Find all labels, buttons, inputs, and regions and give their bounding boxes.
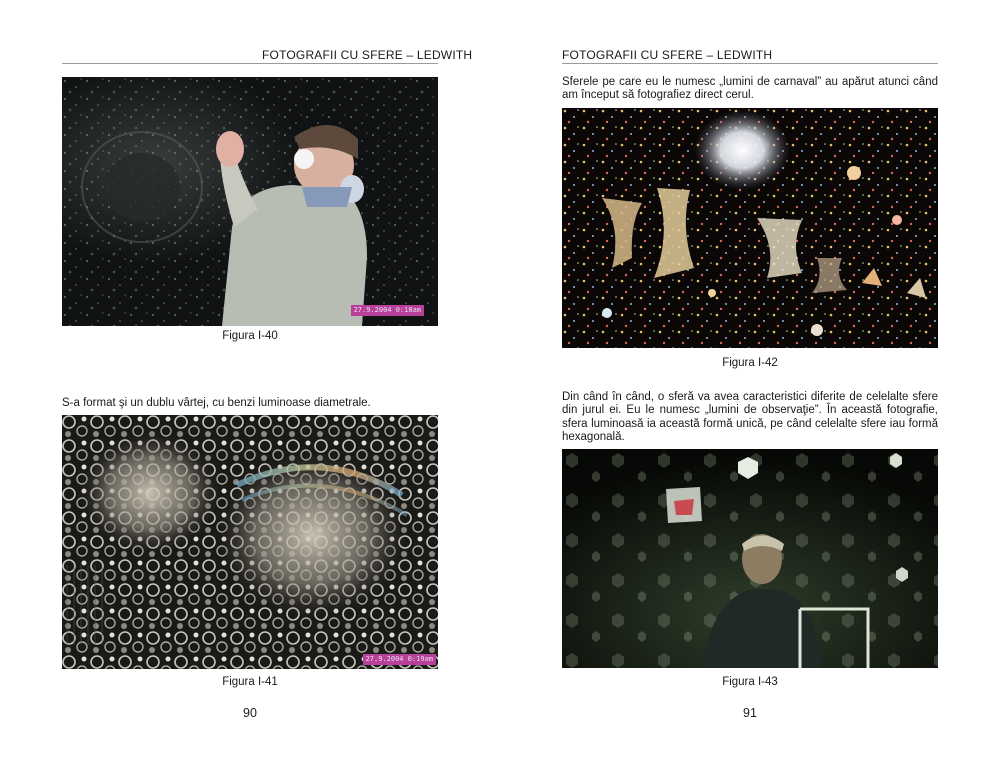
header-rule-right [562,63,938,64]
intro-paragraph: Sferele pe care eu le numesc „lumini de carnaval” au apărut atunci când am început să fotografiez direct cerul. [562,76,938,102]
figure-43-caption: Figura I-43 [722,676,778,688]
right-page [500,0,999,769]
header-rule-left [62,63,438,64]
left-paragraph: S-a format şi un dublu vârtej, cu benzi luminoase diametrale. [62,397,371,409]
figure-40-date-stamp: 27.9.2004 0:18am [351,305,424,316]
page-number-left: 90 [243,706,257,720]
figure-41-photo [62,415,438,669]
left-page [0,0,499,769]
running-header-right: FOTOGRAFII CU SFERE – LEDWITH [562,48,773,62]
paragraph-2: Din când în când, o sferă va avea caracteristici diferite de celelalte sfere din jurul ei. Eu le numesc „lumini de observaţie”. În această fotografie, sfera luminoasă ia această formă unică, pe când celelalte sfere iau formă hexagonală. [562,391,938,444]
figure-40-caption: Figura I-40 [222,330,278,342]
figure-42-photo [562,108,938,348]
figure-41-date-stamp: 27.9.2004 0:19am [363,654,436,665]
figure-41-caption: Figura I-41 [222,676,278,688]
figure-42-caption: Figura I-42 [722,357,778,369]
page-number-right: 91 [743,706,757,720]
figure-43-photo [562,449,938,668]
figure-40-photo [62,77,438,326]
running-header-left: FOTOGRAFII CU SFERE – LEDWITH [262,48,473,62]
